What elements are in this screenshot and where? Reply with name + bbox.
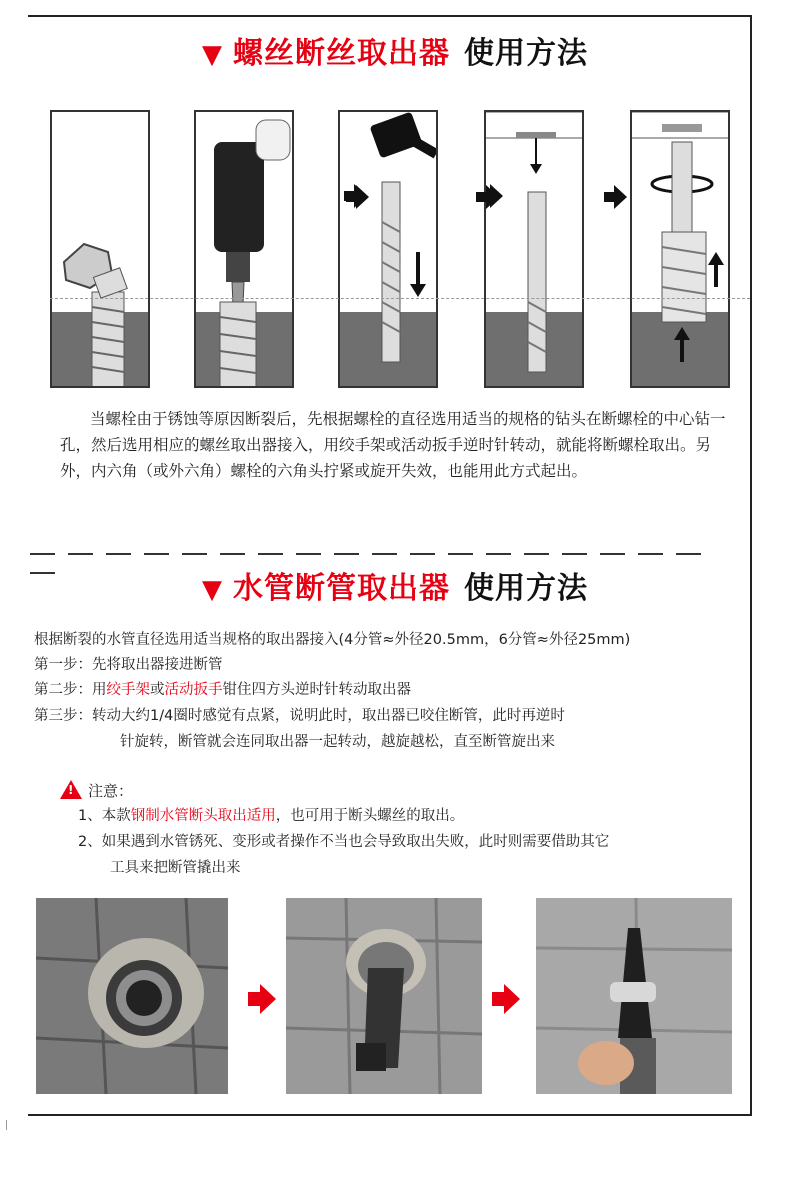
photo-extracted-pipe — [536, 898, 732, 1094]
triangle-down-icon: ▼ — [202, 40, 223, 70]
note-2-cont: 工具来把断管撬出来 — [110, 860, 241, 876]
step-2-text: 第二步：用绞手架或活动扳手钳住四方头逆时针转动取出器 — [34, 682, 411, 698]
step-1-text: 第一步：先将取出器接进断管 — [34, 657, 223, 673]
photo-broken-pipe — [36, 898, 228, 1094]
drill-icon — [196, 112, 294, 388]
warning-icon: ! — [60, 780, 82, 799]
step-diagram-3 — [338, 110, 438, 388]
step-diagram-1 — [50, 110, 150, 388]
section1-paragraph: 当螺栓由于锈蚀等原因断裂后，先根据螺栓的直径选用适当的规格的钻头在断螺栓的中心钻一孔，然后选用相应的螺丝取出器接入，用绞手架或活动扳手逆时针转动，就能将断螺栓取出。另外，内六角（或外六角）螺栓的六角头拧紧或旋开失效，也能用此方式起出。 — [60, 410, 726, 480]
step-3-text: 第三步：转动大约1/4圈时感觉有点紧，说明此时，取出器已咬住断管，此时再逆时 — [34, 708, 565, 724]
note-2: 2、如果遇到水管锈死、变形或者操作不当也会导致取出失败，此时则需要借助其它 — [78, 834, 610, 850]
step-diagram-2 — [194, 110, 294, 388]
arrow-right-icon — [346, 185, 370, 209]
section1-title-black: 使用方法 — [464, 36, 588, 71]
section1-title-red: 螺丝断丝取出器 — [233, 36, 450, 71]
arrow-right-icon — [604, 185, 628, 209]
rotate-extract-icon — [632, 112, 730, 388]
section2-title-black: 使用方法 — [464, 571, 588, 606]
page-tick — [6, 1120, 7, 1130]
note-header: ! 注意： — [60, 780, 133, 801]
section2-title-red: 水管断管取出器 — [233, 571, 450, 606]
step-diagram-5 — [630, 110, 730, 388]
section-separator — [30, 540, 748, 542]
section2-intro: 根据断裂的水管直径选用适当规格的取出器接入(4分管≈外径20.5mm，6分管≈外径25mm) — [34, 632, 631, 648]
step-diagram-4 — [484, 110, 584, 388]
hammer-extractor-icon — [340, 112, 438, 388]
photo-extractor-inserted — [286, 898, 482, 1094]
arrow-right-icon — [248, 984, 276, 1014]
triangle-down-icon: ▼ — [202, 575, 223, 605]
arrow-right-icon — [476, 185, 500, 209]
ground-line — [50, 298, 750, 299]
step-3-text-cont: 针旋转，断管就会连同取出器一起转动，越旋越松，直至断管旋出来 — [120, 734, 555, 750]
section1-title — [0, 28, 790, 72]
section2-title — [0, 563, 790, 607]
arrow-right-icon — [492, 984, 520, 1014]
tap-wrench-icon — [486, 112, 584, 388]
broken-bolt-icon — [52, 112, 150, 388]
note-1: 1、本款钢制水管断头取出适用，也可用于断头螺丝的取出。 — [78, 808, 465, 824]
